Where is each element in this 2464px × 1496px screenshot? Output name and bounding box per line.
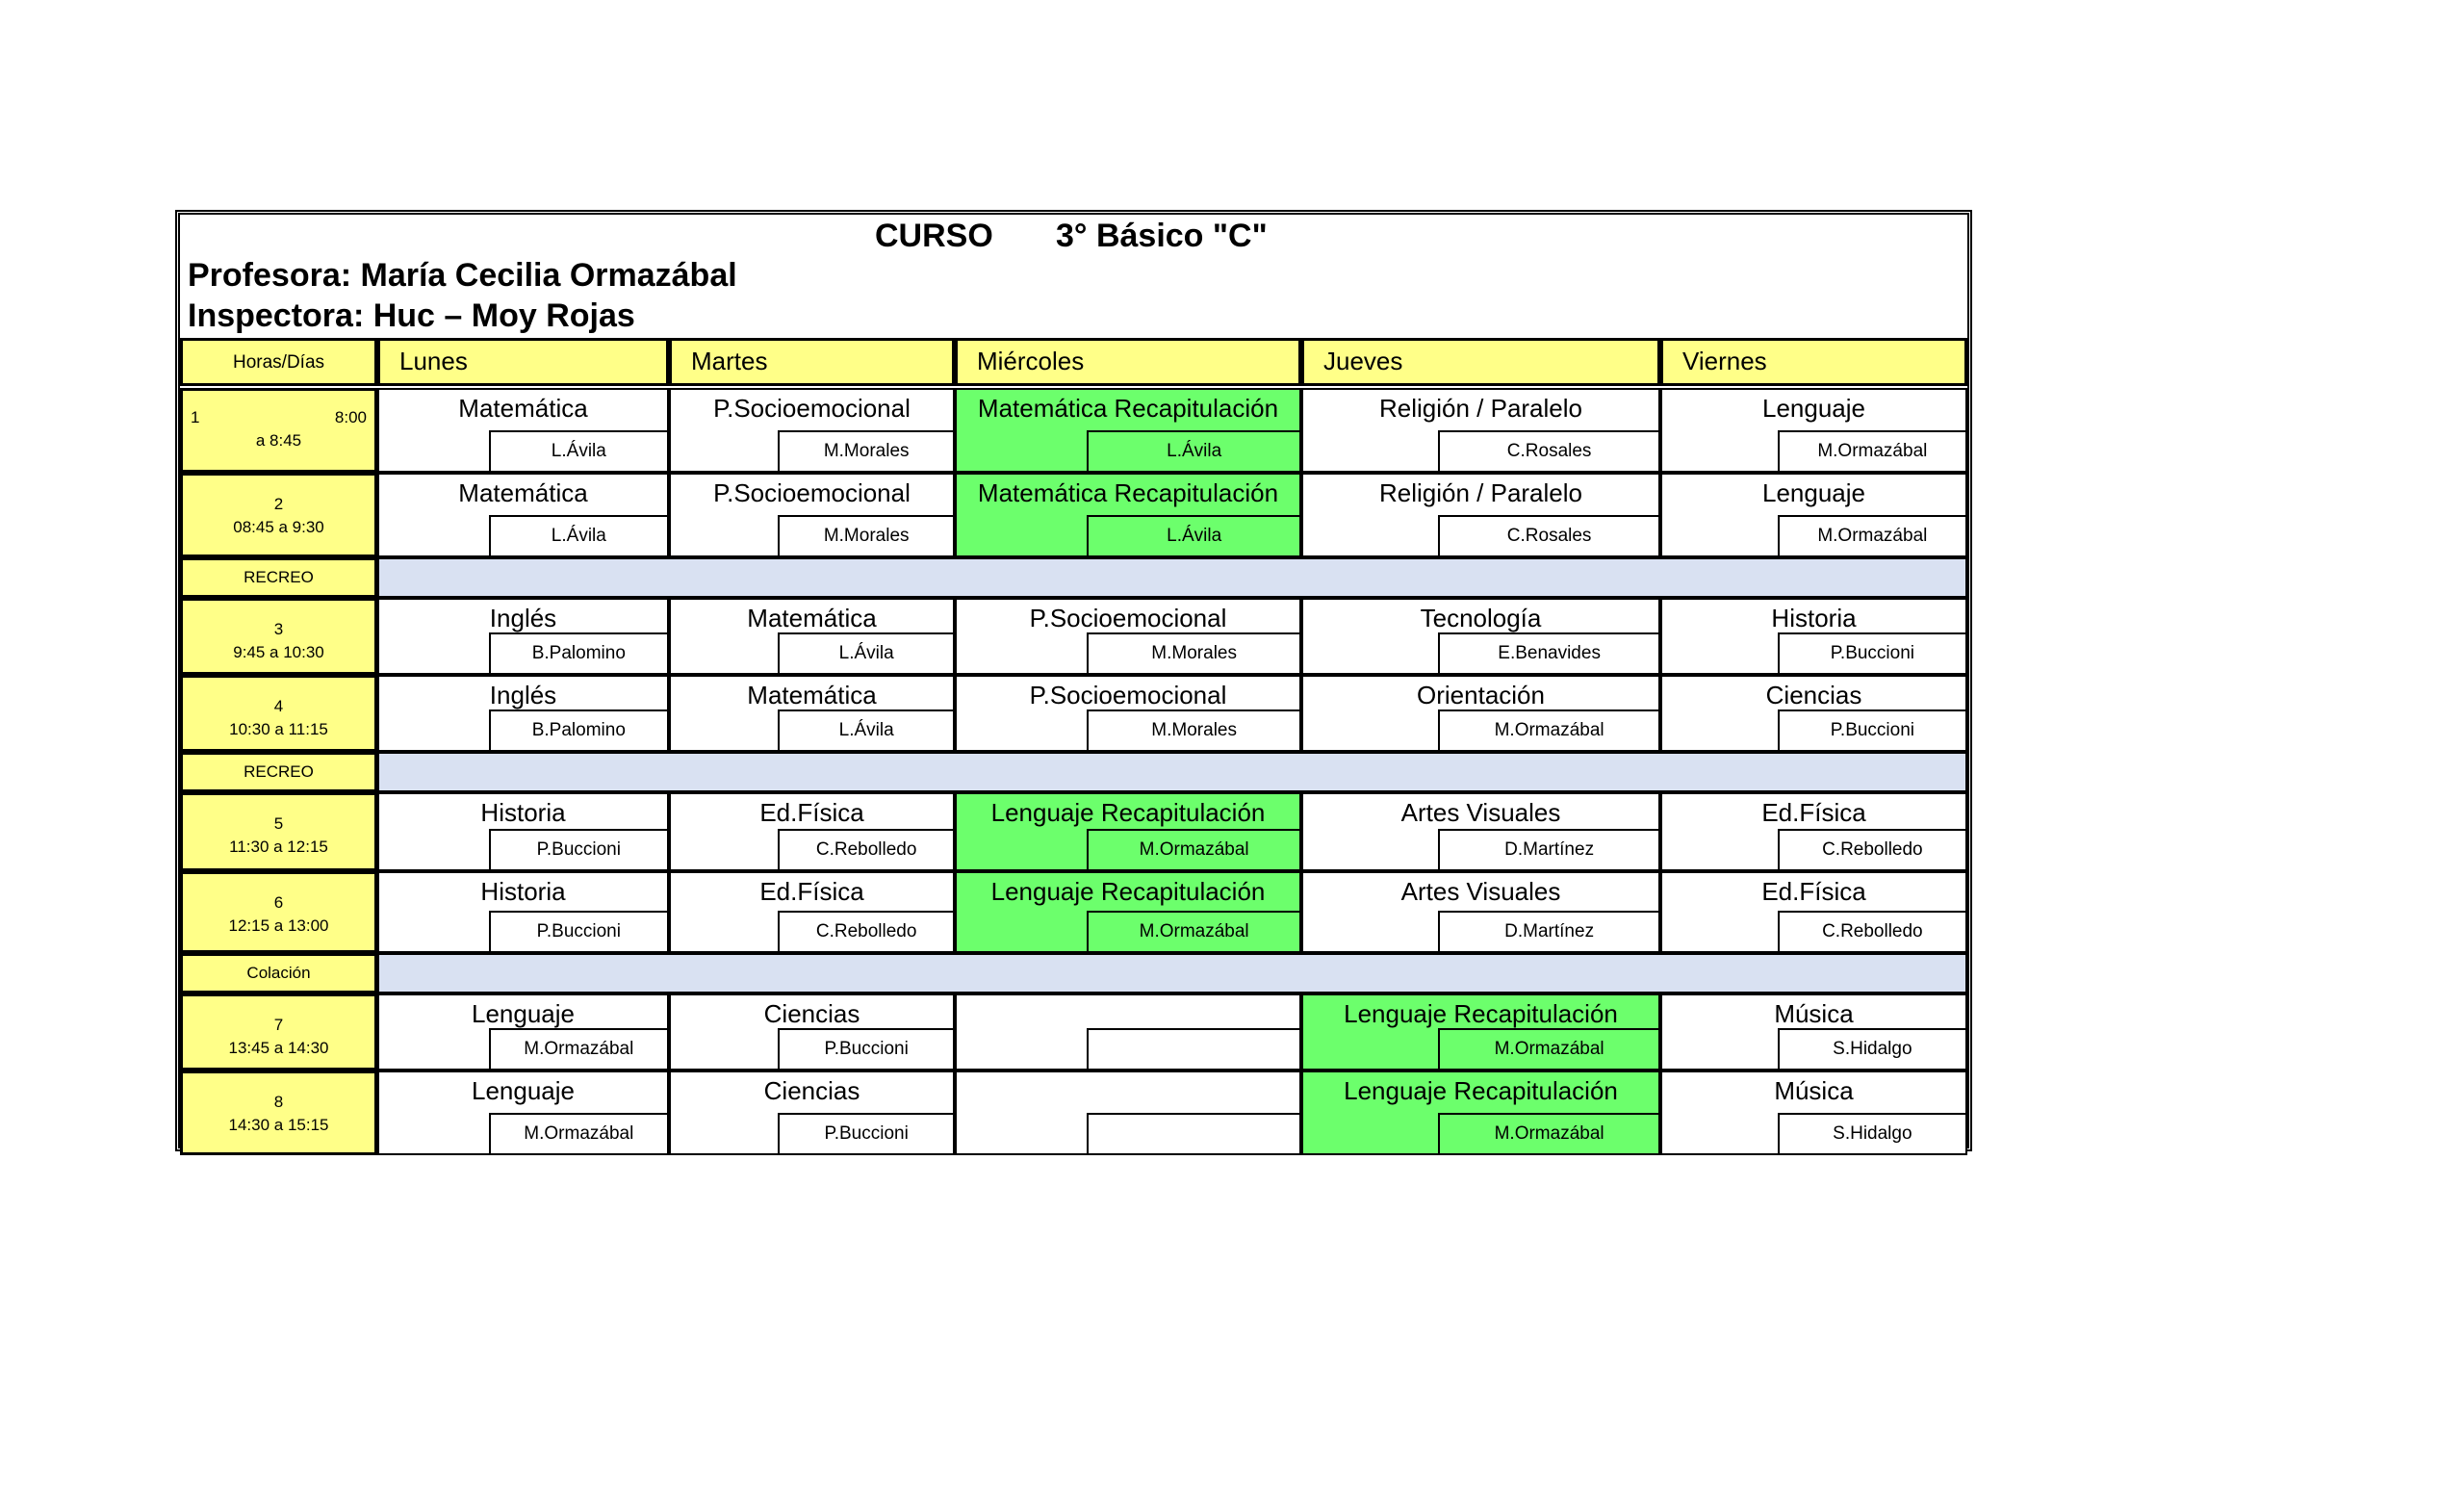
teacher-box: [1438, 515, 1658, 555]
subject-name: Matemática: [458, 394, 588, 423]
subject-name: Ciencias: [763, 999, 860, 1028]
period-start: 8:00: [334, 408, 367, 426]
break-label: RECREO: [244, 568, 314, 586]
subject-cell: [955, 388, 1301, 473]
teacher-box: [1778, 632, 1965, 673]
teacher-name: C.Rebolledo: [1822, 839, 1923, 860]
break-label-cell: [180, 557, 377, 598]
teacher-box: [1778, 709, 1965, 750]
subject-cell: [669, 598, 955, 675]
subject-cell: [377, 1070, 669, 1155]
teacher-name: S.Hidalgo: [1833, 1123, 1912, 1144]
teacher-box: [489, 911, 667, 951]
hours-header-label: Horas/Días: [232, 352, 325, 373]
teacher-box: [778, 1113, 953, 1153]
teacher-box: [1438, 1028, 1658, 1069]
break-label: RECREO: [244, 762, 314, 781]
subject-name: Religión / Paralelo: [1378, 478, 1582, 507]
teacher-name: D.Martínez: [1504, 839, 1595, 860]
subject-cell: [1301, 792, 1660, 871]
subject-name: Música: [1774, 999, 1854, 1028]
subject-cell: [955, 675, 1301, 752]
period-time: a 8:45: [255, 431, 302, 450]
teacher-box: [1778, 1113, 1965, 1153]
teacher-name: C.Rosales: [1506, 441, 1592, 461]
teacher-box: [778, 632, 953, 673]
subject-cell: [377, 675, 669, 752]
period-number: 2: [273, 495, 284, 513]
teacher-name: M.Ormazábal: [524, 1123, 634, 1144]
subject-name: Lenguaje Recapitulación: [990, 798, 1266, 827]
period-number: 3: [273, 620, 284, 638]
course-label: CURSO: [875, 218, 993, 254]
teacher-box: [1087, 1028, 1299, 1069]
teacher-box: [1087, 829, 1299, 869]
period-cell: [180, 473, 377, 557]
teacher-name: P.Buccioni: [1830, 643, 1915, 663]
teacher-name: P.Buccioni: [1830, 720, 1915, 740]
subject-cell: [1301, 388, 1660, 473]
teacher-box: [1087, 709, 1299, 750]
teacher-box: [778, 1028, 953, 1069]
teacher-box: [489, 430, 667, 471]
subject-name: P.Socioemocional: [1029, 681, 1227, 709]
teacher-box: [489, 1113, 667, 1153]
teacher-name: E.Benavides: [1498, 643, 1601, 663]
subject-cell: [955, 792, 1301, 871]
subject-cell: [955, 1070, 1301, 1155]
teacher-box: [1778, 1028, 1965, 1069]
subject-name: Tecnología: [1420, 604, 1542, 632]
period-number: 4: [273, 697, 284, 715]
subject-cell: [669, 388, 955, 473]
subject-cell: [377, 993, 669, 1070]
inspector-line: Inspectora: Huc – Moy Rojas: [188, 297, 635, 334]
break-band: [377, 953, 1967, 993]
subject-name: Inglés: [489, 604, 557, 632]
period-time: 11:30 a 12:15: [229, 838, 328, 856]
day-header-2: [955, 338, 1301, 386]
teacher-name: M.Ormazábal: [524, 1039, 634, 1059]
subject-name: Lenguaje Recapitulación: [990, 877, 1266, 906]
subject-name: Lenguaje: [472, 999, 575, 1028]
subject-cell: [377, 473, 669, 557]
teacher-box: [1438, 632, 1658, 673]
teacher-box: [778, 709, 953, 750]
period-cell: [180, 792, 377, 871]
subject-name: Historia: [1771, 604, 1857, 632]
subject-cell: [377, 792, 669, 871]
teacher-box: [1438, 1113, 1658, 1153]
subject-cell: [669, 871, 955, 953]
break-band: [377, 557, 1967, 598]
subject-cell: [1301, 598, 1660, 675]
break-label: Colación: [246, 964, 311, 982]
teacher-box: [1087, 911, 1299, 951]
period-cell: [180, 871, 377, 953]
period-cell: [180, 675, 377, 752]
teacher-name: M.Ormazábal: [1139, 921, 1249, 941]
subject-name: Lenguaje Recapitulación: [1344, 1076, 1618, 1105]
teacher-box: [1778, 911, 1965, 951]
subject-cell: [1301, 993, 1660, 1070]
period-time: 14:30 a 15:15: [228, 1116, 329, 1134]
day-header-label: Miércoles: [977, 347, 1085, 375]
teacher-box: [778, 829, 953, 869]
teacher-name: M.Morales: [823, 526, 910, 546]
subject-name: Matemática Recapitulación: [977, 394, 1279, 423]
teacher-name: C.Rosales: [1506, 526, 1592, 546]
teacher-box: [778, 515, 953, 555]
subject-name: Música: [1774, 1076, 1854, 1105]
teacher-name: L.Ávila: [838, 643, 894, 663]
teacher-name: M.Morales: [823, 441, 910, 461]
subject-cell: [955, 871, 1301, 953]
period-number: 7: [273, 1016, 284, 1034]
teacher-name: B.Palomino: [531, 643, 626, 663]
subject-cell: [377, 871, 669, 953]
teacher-name: M.Ormazábal: [1494, 1123, 1604, 1144]
subject-cell: [669, 675, 955, 752]
subject-name: Ed.Física: [759, 798, 864, 827]
subject-name: Inglés: [489, 681, 557, 709]
break-label-cell: [180, 953, 377, 993]
course-value: 3° Básico "C": [1056, 218, 1268, 254]
subject-cell: [1301, 871, 1660, 953]
teacher-name: P.Buccioni: [824, 1123, 909, 1144]
subject-cell: [669, 1070, 955, 1155]
teacher-name: C.Rebolledo: [815, 839, 917, 860]
teacher-box: [489, 632, 667, 673]
period-time: 08:45 a 9:30: [233, 518, 324, 536]
teacher-name: L.Ávila: [551, 441, 606, 461]
teacher-name: S.Hidalgo: [1833, 1039, 1912, 1059]
subject-name: P.Socioemocional: [713, 394, 911, 423]
subject-cell: [669, 993, 955, 1070]
teacher-name: L.Ávila: [551, 526, 606, 546]
period-number: 5: [273, 814, 284, 833]
subject-name: Lenguaje: [1762, 394, 1865, 423]
teacher-box: [778, 430, 953, 471]
day-header-3: [1301, 338, 1660, 386]
subject-name: Ciencias: [763, 1076, 860, 1105]
teacher-name: M.Morales: [1151, 720, 1237, 740]
subject-cell: [1660, 388, 1967, 473]
subject-cell: [1301, 1070, 1660, 1155]
teacher-name: L.Ávila: [1167, 526, 1222, 546]
period-cell: [180, 388, 377, 473]
teacher-name: L.Ávila: [1167, 441, 1222, 461]
period-cell: [180, 1070, 377, 1155]
teacher-name: M.Morales: [1151, 643, 1237, 663]
teacher-name: C.Rebolledo: [815, 921, 917, 941]
subject-name: Matemática: [458, 478, 588, 507]
subject-cell: [1301, 473, 1660, 557]
teacher-box: [489, 829, 667, 869]
subject-cell: [1660, 1070, 1967, 1155]
subject-name: Matemática: [747, 681, 877, 709]
teacher-box: [1438, 709, 1658, 750]
teacher-box: [1778, 515, 1965, 555]
subject-cell: [377, 598, 669, 675]
day-header-label: Martes: [691, 347, 768, 375]
subject-name: Matemática: [747, 604, 877, 632]
teacher-box: [1087, 430, 1299, 471]
teacher-name: C.Rebolledo: [1822, 921, 1923, 941]
teacher-box: [489, 515, 667, 555]
hours-header: [180, 338, 377, 386]
subject-cell: [1660, 871, 1967, 953]
teacher-name: M.Ormazábal: [1139, 839, 1249, 860]
teacher-name: M.Ormazábal: [1817, 526, 1928, 546]
teacher-box: [1087, 1113, 1299, 1153]
teacher-box: [1438, 430, 1658, 471]
subject-name: Artes Visuales: [1400, 877, 1561, 906]
period-number: 6: [273, 893, 284, 912]
subject-name: P.Socioemocional: [1029, 604, 1227, 632]
subject-cell: [1301, 675, 1660, 752]
subject-cell: [1660, 473, 1967, 557]
teacher-box: [1438, 911, 1658, 951]
schedule-grid: [180, 215, 1967, 1147]
teacher-name: L.Ávila: [838, 720, 894, 740]
subject-name: Ciencias: [1765, 681, 1862, 709]
teacher-box: [1438, 829, 1658, 869]
day-header-4: [1660, 338, 1967, 386]
teacher-name: P.Buccioni: [536, 839, 621, 860]
break-band: [377, 752, 1967, 792]
subject-name: Orientación: [1417, 681, 1545, 709]
period-time: 9:45 a 10:30: [233, 643, 324, 661]
teacher-name: D.Martínez: [1504, 921, 1595, 941]
subject-name: P.Socioemocional: [713, 478, 911, 507]
subject-name: Lenguaje Recapitulación: [1344, 999, 1618, 1028]
subject-name: Lenguaje: [472, 1076, 575, 1105]
subject-name: Artes Visuales: [1400, 798, 1561, 827]
subject-name: Matemática Recapitulación: [977, 478, 1279, 507]
teacher-box: [1778, 829, 1965, 869]
teacher-box: [1087, 515, 1299, 555]
subject-cell: [1660, 993, 1967, 1070]
teacher-name: M.Ormazábal: [1817, 441, 1928, 461]
period-cell: [180, 993, 377, 1070]
period-cell: [180, 598, 377, 675]
period-time: 10:30 a 11:15: [229, 720, 328, 738]
subject-cell: [669, 792, 955, 871]
teacher-box: [1778, 430, 1965, 471]
teacher-box: [489, 709, 667, 750]
period-time: 13:45 a 14:30: [228, 1039, 329, 1057]
subject-name: Historia: [480, 877, 566, 906]
teacher-name: B.Palomino: [531, 720, 626, 740]
subject-name: Ed.Física: [1761, 877, 1866, 906]
teacher-line: Profesora: María Cecilia Ormazábal: [188, 257, 737, 294]
subject-name: Religión / Paralelo: [1378, 394, 1582, 423]
subject-cell: [1660, 598, 1967, 675]
subject-cell: [669, 473, 955, 557]
teacher-box: [489, 1028, 667, 1069]
break-label-cell: [180, 752, 377, 792]
teacher-name: P.Buccioni: [824, 1039, 909, 1059]
period-number: 1: [191, 408, 200, 426]
subject-name: Ed.Física: [1761, 798, 1866, 827]
subject-name: Historia: [480, 798, 566, 827]
subject-cell: [1660, 792, 1967, 871]
schedule-sheet: [175, 210, 1972, 1151]
subject-cell: [377, 388, 669, 473]
subject-cell: [955, 993, 1301, 1070]
teacher-name: M.Ormazábal: [1494, 720, 1604, 740]
period-time: 12:15 a 13:00: [228, 916, 329, 935]
subject-name: Lenguaje: [1762, 478, 1865, 507]
day-header-1: [669, 338, 955, 386]
teacher-box: [778, 911, 953, 951]
teacher-name: M.Ormazábal: [1494, 1039, 1604, 1059]
subject-cell: [1660, 675, 1967, 752]
day-header-label: Viernes: [1682, 347, 1767, 375]
period-number: 8: [273, 1093, 284, 1111]
teacher-name: P.Buccioni: [536, 921, 621, 941]
teacher-box: [1087, 632, 1299, 673]
subject-cell: [955, 598, 1301, 675]
subject-cell: [955, 473, 1301, 557]
subject-name: Ed.Física: [759, 877, 864, 906]
day-header-label: Lunes: [399, 347, 468, 375]
day-header-0: [377, 338, 669, 386]
day-header-label: Jueves: [1323, 347, 1403, 375]
